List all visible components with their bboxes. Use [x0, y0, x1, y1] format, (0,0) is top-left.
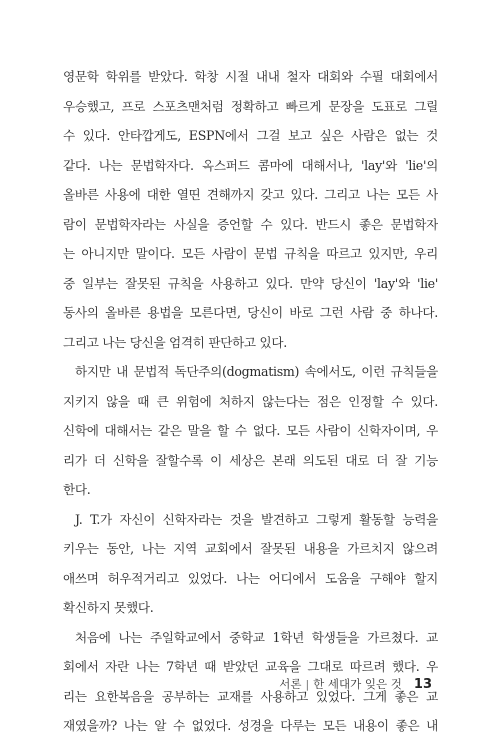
body-line: 수 있다. 안타깝게도, ESPN에서 그걸 보고 싶은 사람은 없는 것 [63, 128, 438, 143]
body-line: 동사의 올바른 용법을 모른다면, 당신이 바로 그런 사람 중 하나다. [63, 305, 438, 320]
body-line: 지키지 않을 때 큰 위험에 처하지 않는다는 점은 인정할 수 있다. [63, 393, 438, 409]
body-line: 한다. [63, 482, 91, 497]
body-line: 올바른 사용에 대한 열띤 견해까지 갖고 있다. 그리고 나는 모든 사 [63, 187, 438, 202]
body-line: 리가 더 신학을 잘할수록 이 세상은 본래 의도된 대로 더 잘 기능 [63, 452, 438, 468]
chapter-title: 한 세대가 잊은 것 [313, 677, 402, 691]
body-line: 신학에 대해서는 같은 말을 할 수 없다. 모든 사람이 신학자이며, 우 [63, 423, 438, 438]
body-line: 키우는 동안, 나는 지역 교회에서 잘못된 내용을 가르치지 않으려 [63, 541, 438, 556]
section-label: 서론 [279, 677, 302, 691]
page-number: 13 [413, 676, 432, 692]
page-body [63, 62, 438, 741]
body-line: 재였을까? 나는 알 수 없었다. 성경을 다루는 모든 내용이 좋은 내 [63, 718, 438, 733]
body-line: 애쓰며 허우적거리고 있었다. 나는 어디에서 도움을 구해야 할지 [63, 570, 438, 586]
footer-separator: | [305, 677, 310, 691]
body-line: 확신하지 못했다. [63, 600, 154, 615]
body-line: 우승했고, 프로 스포츠맨처럼 정확하고 빠르게 문장을 도표로 그릴 [63, 98, 438, 114]
body-line: 영문학 학위를 받았다. 학창 시절 내내 철자 대회와 수필 대회에서 [63, 69, 438, 84]
body-line: 처음에 나는 주일학교에서 중학교 1학년 학생들을 가르쳤다. 교 [75, 629, 438, 645]
body-line: 회에서 자란 나는 7학년 때 받았던 교육을 그대로 따르려 했다. 우 [63, 659, 438, 674]
body-line: 같다. 나는 문법학자다. 옥스퍼드 콤마에 대해서나, 'lay'와 'lie'의 [63, 157, 438, 173]
body-line: 람이 문법학자라는 사실을 증언할 수 있다. 반드시 좋은 문법학자 [63, 216, 438, 232]
body-line: 리는 요한복음을 공부하는 교재를 사용하고 있었다. 그게 좋은 교 [63, 688, 438, 704]
page-footer [279, 674, 432, 694]
body-line: 그리고 나는 당신을 엄격히 판단하고 있다. [63, 334, 287, 350]
body-line: J. T.가 자신이 신학자라는 것을 발견하고 그렇게 활동할 능력을 [75, 511, 438, 527]
body-line: 중 일부는 잘못된 규칙을 사용하고 있다. 만약 당신이 'lay'와 'lie' [63, 275, 438, 291]
body-line: 는 아니지만 말이다. 모든 사람이 문법 규칙을 따르고 있지만, 우리 [63, 246, 438, 261]
body-line: 하지만 내 문법적 독단주의(dogmatism) 속에서도, 이런 규칙들을 [75, 364, 438, 379]
